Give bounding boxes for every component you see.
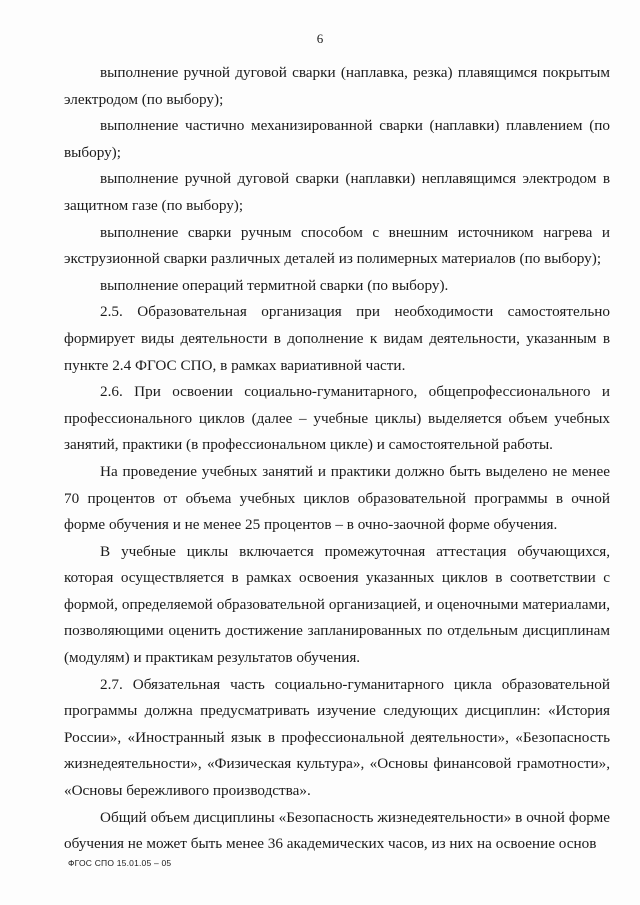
paragraph: выполнение частично механизированной сварки (наплавки) плавлением (по выбору); [64, 117, 610, 161]
paragraph: На проведение учебных занятий и практики должно быть выделено не менее 70 процентов от объема учебных циклов образовательной программы в очной форме обучения и не менее 25 процентов – в очно-заочной форме обучения. [64, 462, 610, 534]
paragraph: выполнение сварки ручным способом с внешним источником нагрева и экструзионной сварки различных деталей из полимерных материалов (по выбору); [64, 223, 610, 268]
paragraph: выполнение операций термитной сварки (по выбору). [100, 276, 449, 294]
document-footer: ФГОС СПО 15.01.05 – 05 [68, 858, 172, 868]
paragraph-2-6: 2.6. При освоении социально-гуманитарного, общепрофессионального и профессионального циклов (далее – учебные циклы) выделяется объем учебных занятий, практики (в профессиональном цикле) и самостоятельной работы. [64, 383, 610, 454]
paragraph: выполнение ручной дуговой сварки (наплавка, резка) плавящимся покрытым электродом (по выбору); [64, 64, 610, 108]
paragraph: выполнение ручной дуговой сварки (наплавки) неплавящимся электродом в защитном газе (по выбору); [64, 170, 610, 214]
document-body [64, 60, 610, 858]
paragraph-2-7: 2.7. Обязательная часть социально-гуманитарного цикла образовательной программы должна предусматривать изучение следующих дисциплин: «История России», «Иностранный язык в профессиональной деятельности», «Безопасность жизнедеятельности», «Физическая культура», «Основы финансовой грамотности», «Основы бережливого производства». [64, 675, 610, 800]
page-number: 6 [316, 31, 324, 46]
paragraph: Общий объем дисциплины «Безопасность жизнедеятельности» в очной форме обучения не может быть менее 36 академических часов, из них на освоение основ [64, 808, 610, 853]
paragraph: В учебные циклы включается промежуточная аттестация обучающихся, которая осуществляется в рамках освоения указанных циклов в соответствии с формой, определяемой образовательной организацией, и оценочными материалами, позволяющими оценить достижение запланированных по отдельным дисциплинам (модулям) и практикам результатов обучения. [64, 542, 610, 667]
paragraph-2-5: 2.5. Образовательная организация при необходимости самостоятельно формирует виды деятельности в дополнение к видам деятельности, указанным в пункте 2.4 ФГОС СПО, в рамках вариативной части. [64, 303, 610, 374]
